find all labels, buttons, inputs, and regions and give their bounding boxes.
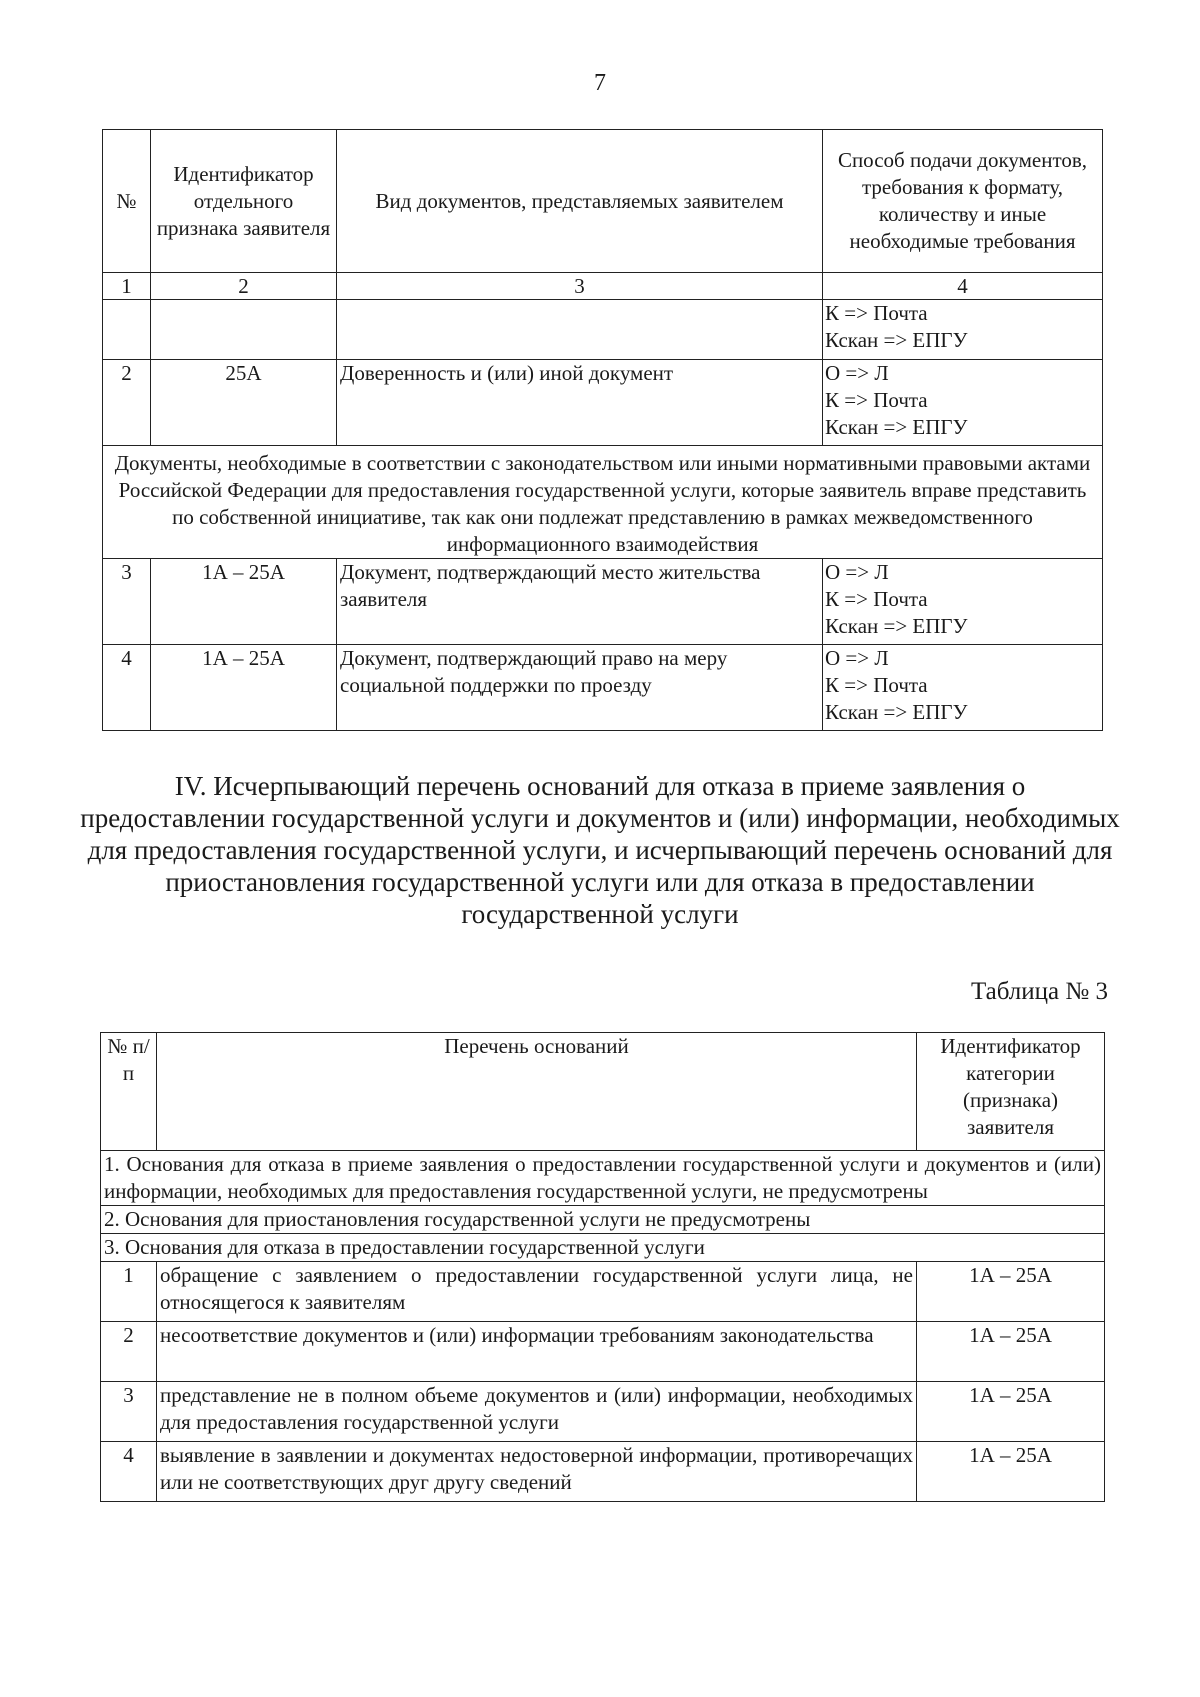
row-number: 1 — [101, 1262, 157, 1322]
section-iv-title: IV. Исчерпывающий перечень оснований для отказа в приеме заявления о предоставлении государственной услуги и документов и (или) информации, необходимых для предоставления государственной услуги, и исчерпывающий перечень оснований для приостановления государственной услуги или для отказа в предоставлении государственной услуги — [80, 771, 1120, 929]
submission-method-cell — [823, 559, 1103, 645]
column-number: 3 — [337, 273, 823, 300]
group-heading: 3. Основания для отказа в предоставлении государственной услуги — [101, 1234, 1105, 1262]
cell-empty — [103, 300, 151, 360]
table-row — [103, 360, 1103, 446]
grounds-table — [100, 1032, 1105, 1502]
table-header-row — [101, 1033, 1105, 1151]
identifier-cell: 1А – 25А — [917, 1442, 1105, 1502]
header-document-type: Вид документов, представляемых заявителем — [337, 130, 823, 273]
identifier-cell: 1А – 25А — [151, 559, 337, 645]
column-number: 2 — [151, 273, 337, 300]
table-row — [101, 1382, 1105, 1442]
table-header-row — [103, 130, 1103, 273]
table-row — [101, 1262, 1105, 1322]
group-row — [101, 1151, 1105, 1206]
cell-empty — [337, 300, 823, 360]
header-submission-method: Способ подачи документов, требования к формату, количеству и иные необходимые требования — [823, 130, 1103, 273]
ground-text: выявление в заявлении и документах недостоверной информации, противоречащих или не соответствующих друг другу сведений — [157, 1442, 917, 1502]
header-number: № — [103, 130, 151, 273]
table-row — [101, 1442, 1105, 1502]
documents-table — [102, 129, 1103, 731]
document-type-cell: Доверенность и (или) иной документ — [337, 360, 823, 446]
column-numbers-row — [103, 273, 1103, 300]
cell-empty — [151, 300, 337, 360]
submission-method-cell — [823, 360, 1103, 446]
row-number: 3 — [103, 559, 151, 645]
method-line: Кскан => ЕПГУ — [825, 328, 968, 352]
row-number: 4 — [103, 645, 151, 731]
identifier-cell: 1А – 25А — [151, 645, 337, 731]
identifier-cell: 1А – 25А — [917, 1382, 1105, 1442]
section-description: Документы, необходимые в соответствии с законодательством или иными нормативными правовыми актами Российской Федерации для предоставления государственной услуги, которые заявитель вправе представить по собственной инициативе, так как они подлежат представлению в рамках межведомственного информационного взаимодействия — [103, 446, 1103, 559]
method-line: О => Л — [825, 646, 889, 670]
group-row — [101, 1234, 1105, 1262]
header-grounds-list: Перечень оснований — [157, 1033, 917, 1151]
document-type-cell: Документ, подтверждающий право на меру социальной поддержки по проезду — [337, 645, 823, 731]
row-number: 3 — [101, 1382, 157, 1442]
header-category-identifier: Идентификатор категории (признака) заявителя — [917, 1033, 1105, 1151]
method-line: К => Почта — [825, 301, 928, 325]
identifier-cell: 1А – 25А — [917, 1322, 1105, 1382]
page-number: 7 — [594, 70, 606, 96]
document-type-cell: Документ, подтверждающий место жительства заявителя — [337, 559, 823, 645]
table-row — [101, 1322, 1105, 1382]
row-number: 2 — [103, 360, 151, 446]
method-line: К => Почта — [825, 388, 928, 412]
table-row — [103, 300, 1103, 360]
group-heading: 2. Основания для приостановления государственной услуги не предусмотрены — [101, 1206, 1105, 1234]
ground-text: представление не в полном объеме документов и (или) информации, необходимых для предоставления государственной услуги — [157, 1382, 917, 1442]
table-caption: Таблица № 3 — [970, 978, 1108, 1005]
table-row — [103, 645, 1103, 731]
row-number: 2 — [101, 1322, 157, 1382]
group-heading: 1. Основания для отказа в приеме заявления о предоставлении государственной услуги и документов и (или) информации, необходимых для предоставления государственной услуги, не предусмотрены — [101, 1151, 1105, 1206]
ground-text: обращение с заявлением о предоставлении государственной услуги лица, не относящегося к заявителям — [157, 1262, 917, 1322]
submission-method-cell — [823, 300, 1103, 360]
method-line: К => Почта — [825, 673, 928, 697]
section-row — [103, 446, 1103, 559]
header-identifier: Идентификатор отдельного признака заявителя — [151, 130, 337, 273]
method-line: Кскан => ЕПГУ — [825, 700, 968, 724]
method-line: О => Л — [825, 361, 889, 385]
ground-text: несоответствие документов и (или) информации требованиям законодательства — [157, 1322, 917, 1382]
header-number: № п/п — [101, 1033, 157, 1151]
group-row — [101, 1206, 1105, 1234]
method-line: О => Л — [825, 560, 889, 584]
identifier-cell: 1А – 25А — [917, 1262, 1105, 1322]
row-number: 4 — [101, 1442, 157, 1502]
column-number: 4 — [823, 273, 1103, 300]
table-row — [103, 559, 1103, 645]
method-line: К => Почта — [825, 587, 928, 611]
method-line: Кскан => ЕПГУ — [825, 614, 968, 638]
method-line: Кскан => ЕПГУ — [825, 415, 968, 439]
column-number: 1 — [103, 273, 151, 300]
submission-method-cell — [823, 645, 1103, 731]
identifier-cell: 25А — [151, 360, 337, 446]
